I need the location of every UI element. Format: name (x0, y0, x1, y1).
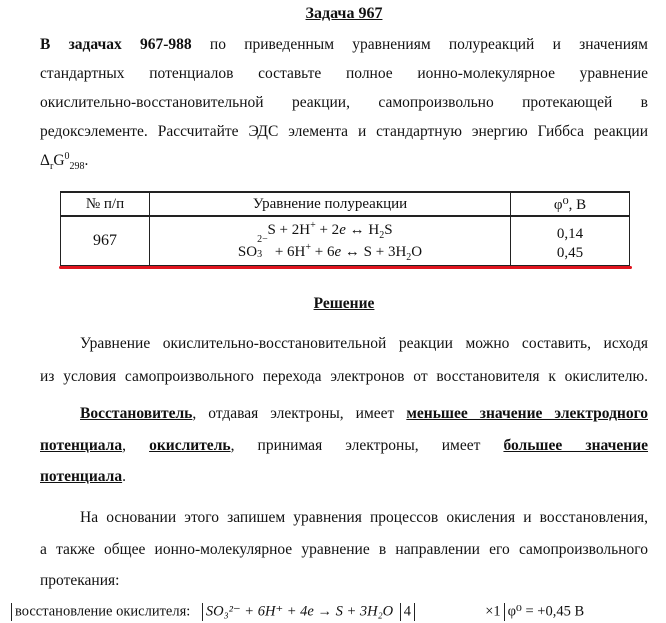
potential-value-2: 0,45 (556, 244, 584, 261)
intro-bold-lead: В задачах 967-988 (40, 36, 192, 53)
table-header-row (61, 192, 630, 216)
solution-heading: Решение (313, 295, 375, 312)
half-reaction-1: S + 2H+ + 2e ↔ $H_2S$ (267, 220, 393, 241)
col-header-equation: Уравнение полуреакции (150, 192, 511, 216)
para3-line-1: На основании этого запишем уравнения процессов окисления и восстановления, (80, 509, 648, 526)
page-title: Задача 967 (305, 5, 383, 22)
half-reaction-2: SO 2− 3 + 6H+ + 6e ↔ $S + 3H_2O$ (237, 234, 423, 263)
col-header-potential: φ⁰, В (511, 192, 630, 216)
reduction-line-partial: восстановление окислителя: SO₃²⁻ + 6H⁺ + 4e → S + 3H₂O 4 ×1 φ⁰ = +0,45 В (8, 603, 584, 621)
potentials-cell (511, 216, 630, 266)
gibbs-energy-symbol: $\Delta_rG^0_{298}$. (40, 150, 89, 173)
intro-line-4: редоксэлементе. Рассчитайте ЭДС элемента и стандартную энергию Гиббса реакции (40, 123, 648, 140)
col-header-number: № п/п (61, 192, 150, 216)
para3-line-2: а также общее ионно-молекулярное уравнение в направлении его самопроизвольного (40, 541, 648, 558)
red-underline-annotation (59, 266, 632, 269)
para1-line-2: из условия самопроизвольного перехода электронов от восстановителя к окислителю. (40, 368, 648, 385)
intro-line-3: окислительно-восстановительной реакции, самопроизвольно протекающей в (40, 94, 648, 111)
potential-value-1: 0,14 (556, 225, 584, 242)
para2-line-1: Восстановитель, отдавая электроны, имеет меньшее значение электродного (80, 405, 648, 422)
para2-line-2: потенциала, окислитель, принимая электроны, имеет большее значение (40, 437, 649, 454)
para1-line-1: Уравнение окислительно-восстановительной реакции можно составить, исходя (80, 335, 648, 352)
half-reaction-table (60, 191, 630, 266)
equations-cell (150, 216, 511, 266)
table-row (61, 216, 630, 266)
para2-line-3: потенциала. (40, 468, 126, 485)
intro-line-1: В задачах 967-988 по приведенным уравнениям полуреакций и значениям (40, 36, 648, 53)
task-number-cell: 967 (61, 216, 150, 266)
intro-line-2: стандартных потенциалов составьте полное ионно-молекулярное уравнение (40, 65, 648, 82)
para3-line-3: протекания: (40, 572, 120, 589)
